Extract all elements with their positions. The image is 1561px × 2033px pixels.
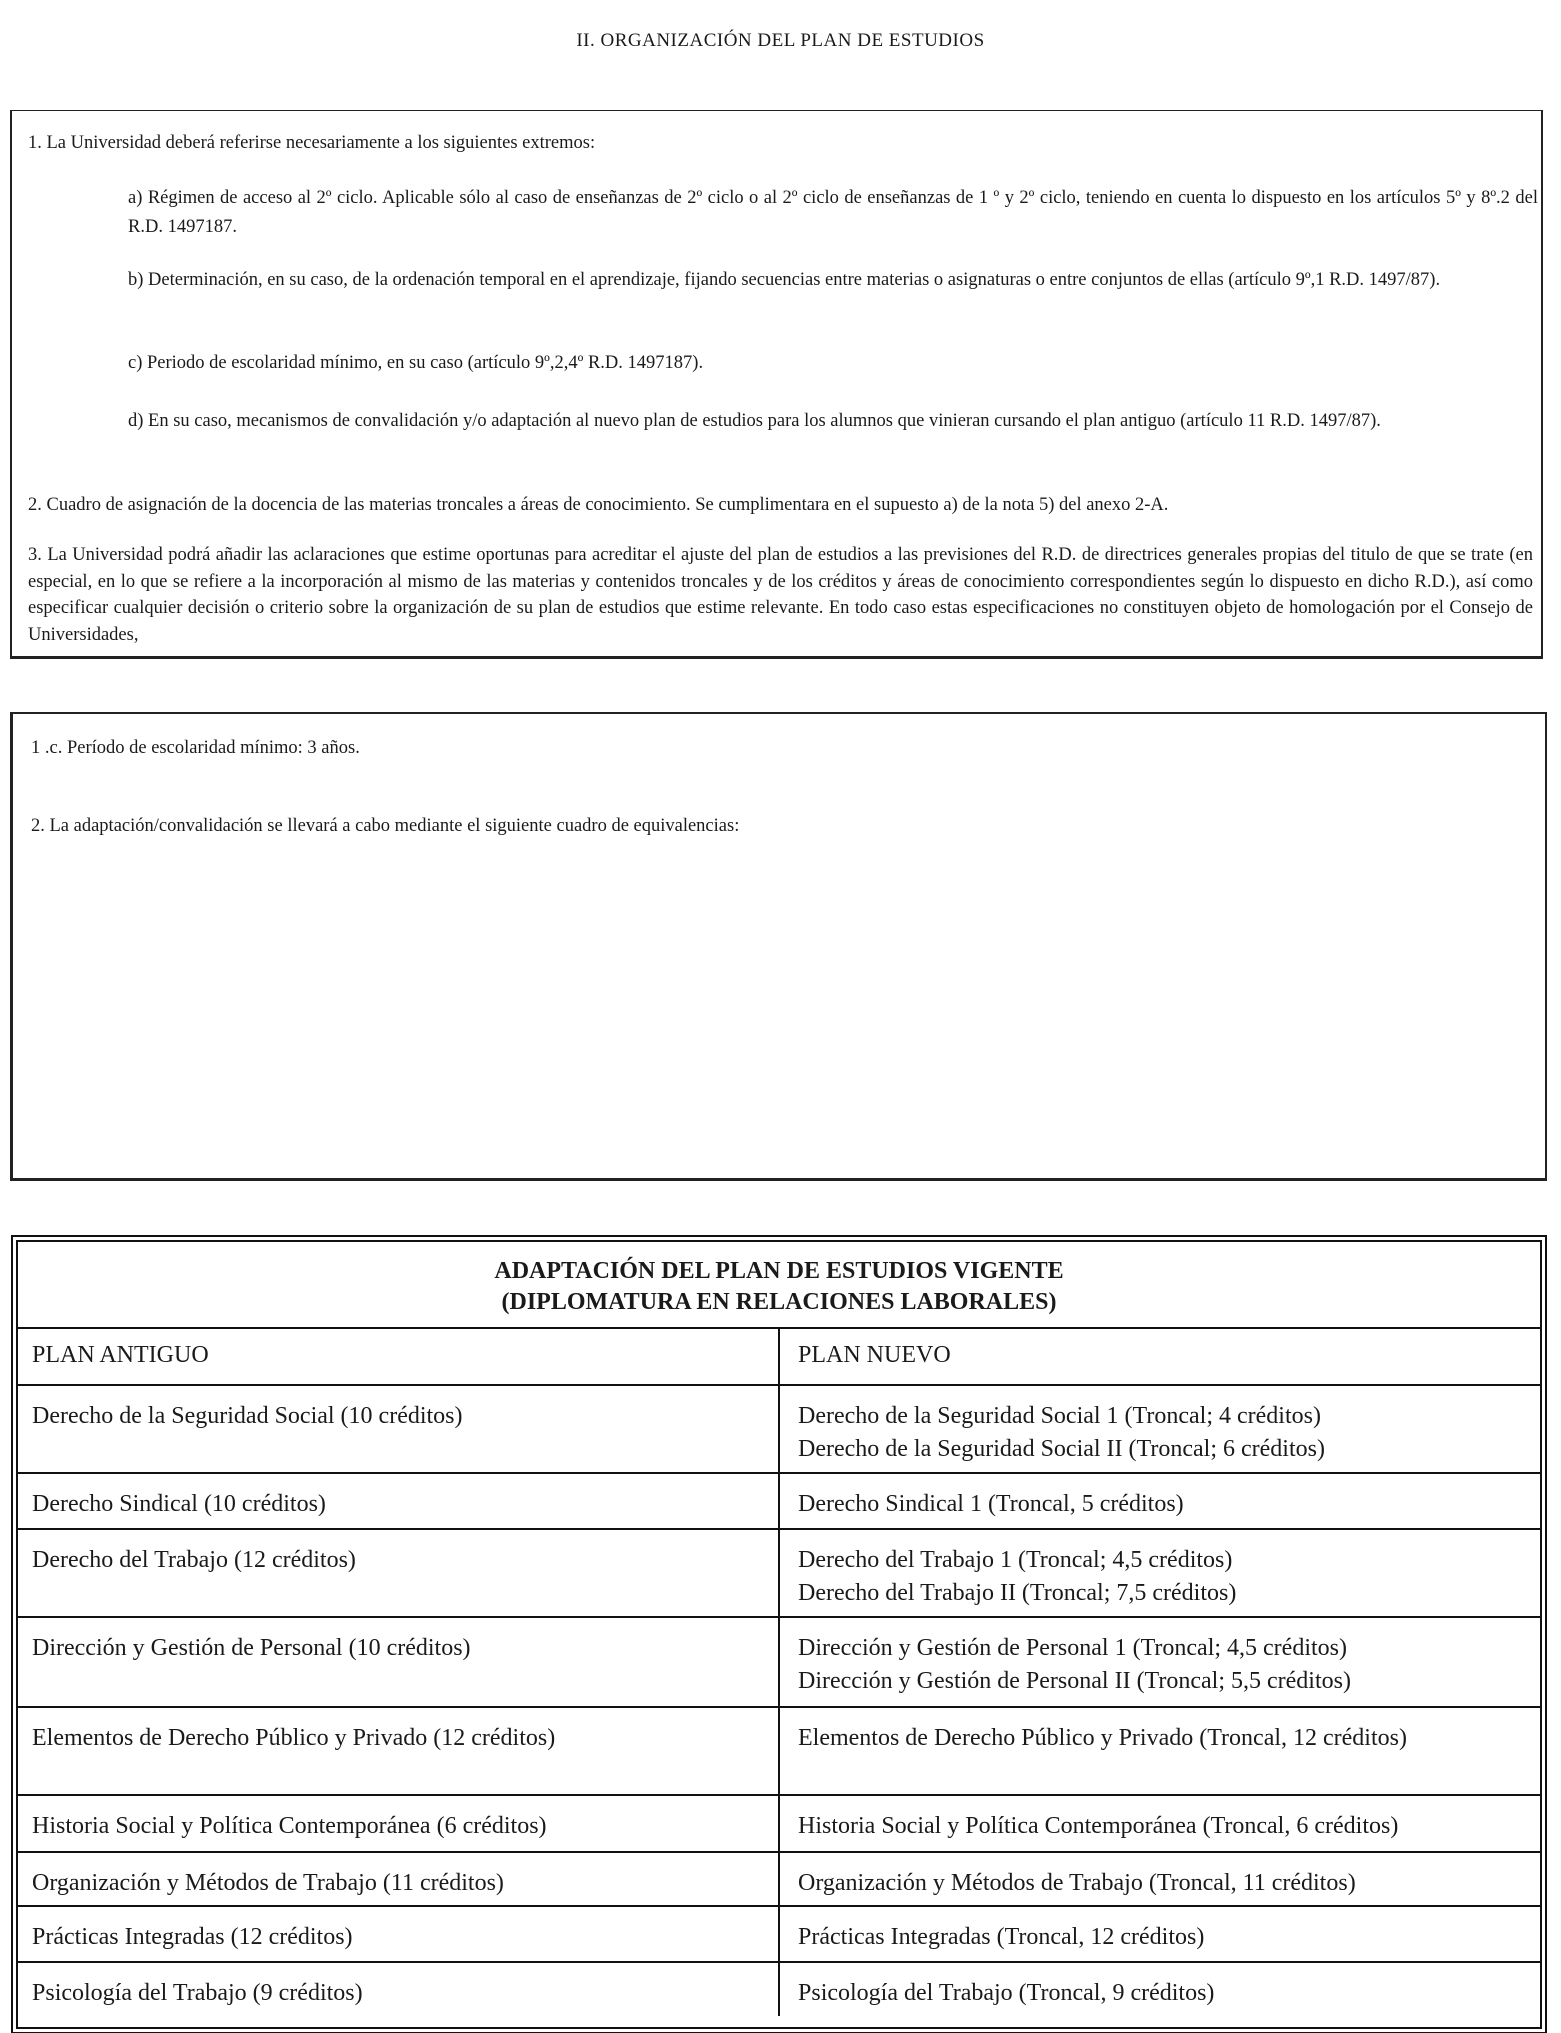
new-subject-line: Derecho Sindical 1 (Troncal, 5 créditos): [798, 1491, 1184, 1517]
instruction-1c: c) Periodo de escolaridad mínimo, en su caso (artículo 9º,2,4º R.D. 1497187).: [128, 353, 704, 373]
table-row: [18, 1906, 1540, 1962]
new-subject-line: Derecho del Trabajo 1 (Troncal; 4,5 créditos): [798, 1547, 1233, 1573]
new-subject: [779, 1707, 1540, 1795]
old-subject: Prácticas Integradas (12 créditos): [18, 1906, 779, 1962]
instruction-1a: a) Régimen de acceso al 2º ciclo. Aplicable sólo al caso de enseñanzas de 2º ciclo o al 2º ciclo de enseñanzas de 1 º y 2º ciclo, teniendo en cuenta lo dispuesto en los artículos 5º y 8º.2 del R.D. 1497187.: [128, 188, 1538, 237]
new-subject-line: Dirección y Gestión de Personal II (Troncal; 5,5 créditos): [798, 1668, 1351, 1694]
old-subject: Psicología del Trabajo (9 créditos): [18, 1962, 779, 2016]
table-header-row: [18, 1329, 1540, 1385]
answer-box: [10, 712, 1547, 1181]
table-row: [18, 1852, 1540, 1906]
old-subject: Derecho Sindical (10 créditos): [18, 1473, 779, 1529]
instruction-1b: b) Determinación, en su caso, de la ordenación temporal en el aprendizaje, fijando secuencias entre materias o asignaturas o entre conjuntos de ellas (artículo 9º,1 R.D. 1497/87).: [128, 270, 1441, 290]
instruction-3: 3. La Universidad podrá añadir las aclaraciones que estime oportunas para acreditar el ajuste del plan de estudios a las previsiones del R.D. de directrices generales propias del titulo de que se trate (en especial, en lo que se refiere a la incorporación al mismo de las materias y contenidos troncales y de los créditos y áreas de conocimiento correspondientes según lo dispuesto en dicho R.D.), así como especificar cualquier decisión o criterio sobre la organización de su plan de estudios que estime relevante. En todo caso estas especificaciones no constituyen objeto de homologación por el Consejo de Universidades,: [28, 545, 1533, 645]
new-subject-line: Derecho de la Seguridad Social 1 (Troncal; 4 créditos): [798, 1403, 1321, 1429]
page-title: II. ORGANIZACIÓN DEL PLAN DE ESTUDIOS: [576, 30, 985, 51]
instruction-1d: d) En su caso, mecanismos de convalidación y/o adaptación al nuevo plan de estudios para los alumnos que vinieran cursando el plan antiguo (artículo 11 R.D. 1497/87).: [128, 411, 1381, 431]
table-row: [18, 1795, 1540, 1852]
adaptation-statement: 2. La adaptación/convalidación se llevará a cabo mediante el siguiente cuadro de equivalencias:: [31, 816, 740, 836]
new-subject-line: Historia Social y Política Contemporánea (Troncal, 6 créditos): [798, 1813, 1399, 1839]
new-subject-line: Derecho de la Seguridad Social II (Troncal; 6 créditos): [798, 1436, 1325, 1462]
old-subject: Historia Social y Política Contemporánea (6 créditos): [18, 1795, 779, 1852]
table-row: [18, 1529, 1540, 1617]
table-row: [18, 1962, 1540, 2016]
header-old-plan: PLAN ANTIGUO: [18, 1329, 779, 1385]
instruction-2: 2. Cuadro de asignación de la docencia de las materias troncales a áreas de conocimiento. Se cumplimentara en el supuesto a) de la nota 5) del anexo 2-A.: [28, 495, 1169, 515]
instructions-box: [10, 110, 1543, 659]
new-subject-line: Psicología del Trabajo (Troncal, 9 créditos): [798, 1980, 1215, 2006]
new-subject-line: Dirección y Gestión de Personal 1 (Troncal; 4,5 créditos): [798, 1635, 1347, 1661]
new-subject: [779, 1795, 1540, 1852]
old-subject: Derecho de la Seguridad Social (10 créditos): [18, 1385, 779, 1473]
table-row: [18, 1385, 1540, 1473]
table-title: [18, 1242, 1540, 1329]
new-subject: [779, 1385, 1540, 1473]
table-row: [18, 1617, 1540, 1707]
minimum-schooling-period: 1 .c. Período de escolaridad mínimo: 3 años.: [31, 738, 360, 758]
table-row: [18, 1707, 1540, 1795]
equivalence-grid: [18, 1329, 1540, 2016]
old-subject: Dirección y Gestión de Personal (10 créditos): [18, 1617, 779, 1707]
new-subject: [779, 1529, 1540, 1617]
table-row: [18, 1473, 1540, 1529]
old-subject: Derecho del Trabajo (12 créditos): [18, 1529, 779, 1617]
old-subject: Organización y Métodos de Trabajo (11 créditos): [18, 1852, 779, 1906]
table-title-line-2: (DIPLOMATURA EN RELACIONES LABORALES): [501, 1289, 1057, 1315]
new-subject-line: Elementos de Derecho Público y Privado (Troncal, 12 créditos): [798, 1725, 1407, 1751]
new-subject: [779, 1962, 1540, 2016]
instruction-1: 1. La Universidad deberá referirse necesariamente a los siguientes extremos:: [28, 133, 596, 153]
new-subject: [779, 1906, 1540, 1962]
new-subject: [779, 1852, 1540, 1906]
new-subject-line: Prácticas Integradas (Troncal, 12 créditos): [798, 1924, 1205, 1950]
equivalence-table: [16, 1240, 1542, 2029]
new-subject-line: Derecho del Trabajo II (Troncal; 7,5 créditos): [798, 1580, 1237, 1606]
old-subject: Elementos de Derecho Público y Privado (12 créditos): [18, 1707, 779, 1795]
new-subject: [779, 1617, 1540, 1707]
new-subject: [779, 1473, 1540, 1529]
table-title-line-1: ADAPTACIÓN DEL PLAN DE ESTUDIOS VIGENTE: [494, 1258, 1064, 1284]
new-subject-line: Organización y Métodos de Trabajo (Troncal, 11 créditos): [798, 1870, 1356, 1896]
header-new-plan: PLAN NUEVO: [779, 1329, 1540, 1385]
